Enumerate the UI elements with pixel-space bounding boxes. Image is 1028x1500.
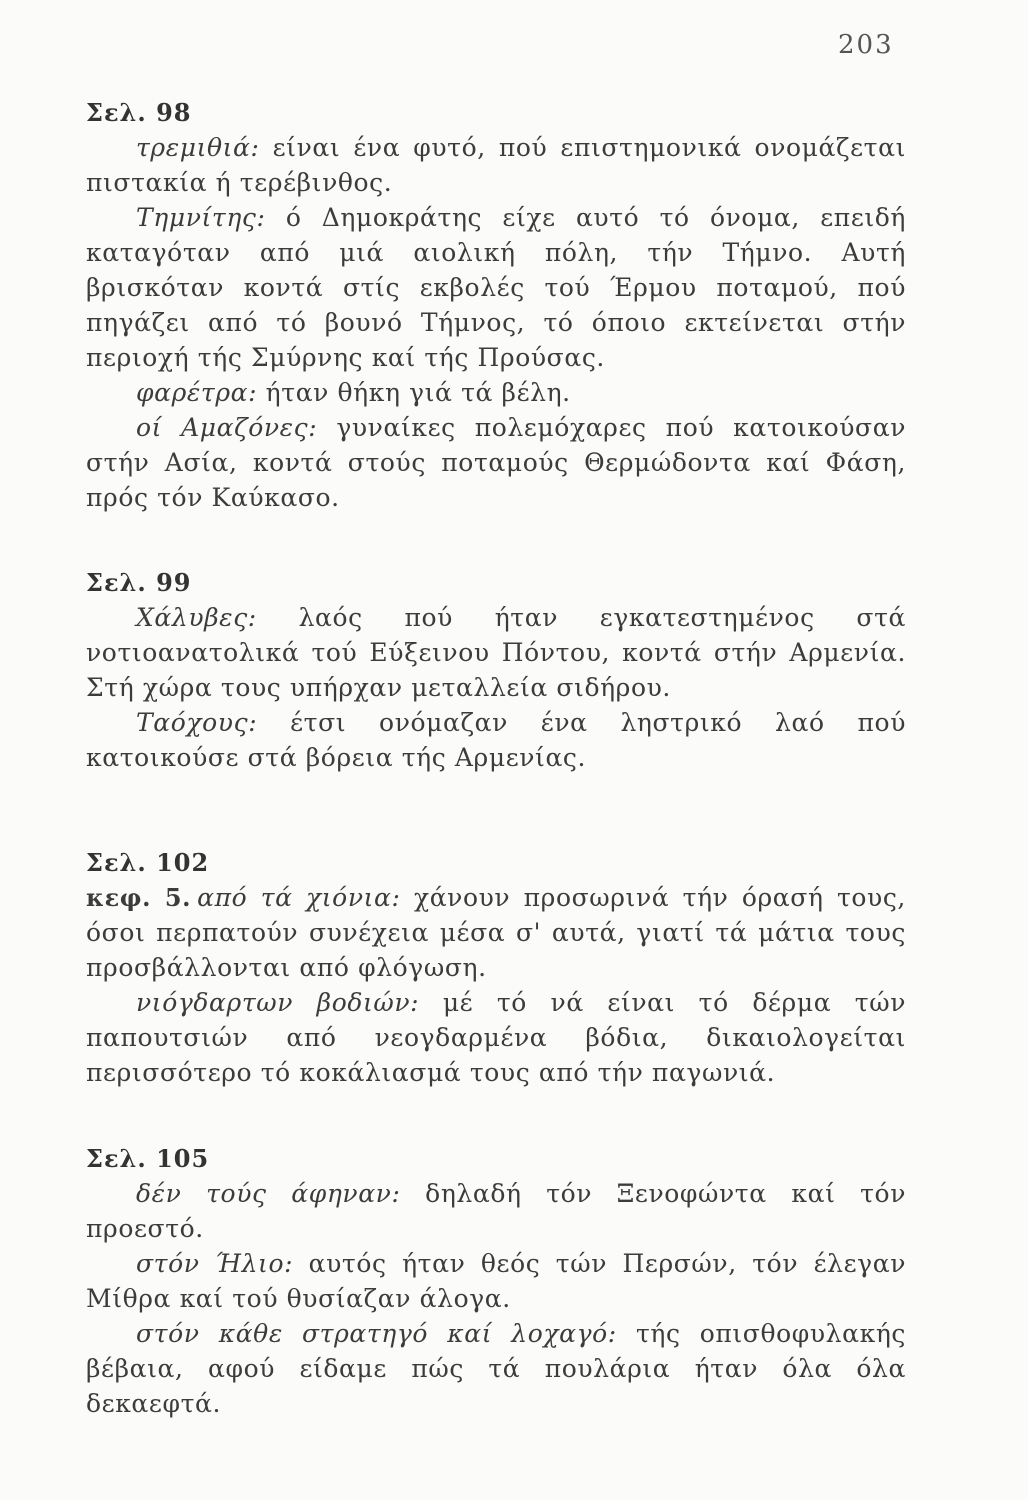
glossary-entry (86, 130, 906, 200)
entry-text: δηλαδή τόν Ξενοφώντα καί τόν προεστό. (86, 1179, 906, 1243)
glossary-entry (86, 1176, 906, 1246)
glossary-entry (86, 600, 906, 705)
glossary-entry (86, 1246, 906, 1316)
section-102 (86, 846, 906, 1090)
chapter-label: κεφ. 5. (86, 883, 192, 912)
entry-text: είναι ένα φυτό, πού επιστημονικά ονομάζεται πιστακία ή τερέβινθος. (86, 133, 906, 197)
entry-text: χάνουν προσωρινά τήν όρασή τους, όσοι περπατούν συνέχεια μέσα σ' αυτά, γιατί τά μάτια τους προσβάλλονται από φλόγωση. (86, 883, 906, 982)
section-heading: Σελ. 98 (86, 98, 192, 127)
section-heading: Σελ. 105 (86, 1144, 210, 1173)
glossary-entry (86, 880, 906, 985)
entry-text: λαός πού ήταν εγκατεστημένος στά νοτιοανατολικά τού Εύξεινου Πόντου, κοντά στήν Αρμενία. Στή χώρα τους υπήρχαν μεταλλεία σιδήρου. (86, 603, 906, 702)
section-105 (86, 1142, 906, 1421)
glossary-entry (86, 410, 906, 515)
entry-term: Τημνίτης: (136, 203, 266, 232)
glossary-entry (86, 985, 906, 1090)
page-number: 203 (838, 30, 894, 60)
entry-text: μέ τό νά είναι τό δέρμα τών παπουτσιών από νεογδαρμένα βόδια, δικαιολογείται περισσότερο τό κοκάλιασμά τους από τήν παγωνιά. (86, 988, 906, 1087)
glossary-entry (86, 1316, 906, 1421)
entry-text: αυτός ήταν θεός τών Περσών, τόν έλεγαν Μίθρα καί τού θυσίαζαν άλογα. (86, 1249, 906, 1313)
entry-text: τής οπισθοφυλακής βέβαια, αφού είδαμε πώς τά πουλάρια ήταν όλα όλα δεκαεφτά. (86, 1319, 906, 1418)
section-heading: Σελ. 99 (86, 568, 192, 597)
glossary-entry (86, 705, 906, 775)
entry-text: ήταν θήκη γιά τά βέλη. (257, 378, 571, 407)
entry-term: στόν Ήλιο: (136, 1249, 294, 1278)
entry-term: στόν κάθε στρατηγό καί λοχαγό: (136, 1319, 617, 1348)
entry-term: δέν τούς άφηναν: (136, 1179, 401, 1208)
entry-term: τρεμιθιά: (136, 133, 260, 162)
glossary-entry (86, 375, 906, 410)
entry-term: από τά χιόνια: (197, 883, 401, 912)
entry-term: φαρέτρα: (136, 378, 258, 407)
entry-term: Χάλυβες: (136, 603, 257, 632)
entry-text: έτσι ονόμαζαν ένα ληστρικό λαό πού κατοικούσε στά βόρεια τής Αρμενίας. (86, 708, 906, 772)
entry-term: νιόγδαρτων βοδιών: (136, 988, 420, 1017)
entry-term: οί Αμαζόνες: (136, 413, 318, 442)
entry-text: γυναίκες πολεμόχαρες πού κατοικούσαν στήν Ασία, κοντά στούς ποταμούς Θερμώδοντα καί Φάση, πρός τόν Καύκασο. (86, 413, 906, 512)
entry-text: ό Δημοκράτης είχε αυτό τό όνομα, επειδή καταγόταν από μιά αιολική πόλη, τήν Τήμνο. Αυτή βρισκόταν κοντά στίς εκβολές τού Έρμου ποταμού, πού πηγάζει από τό βουνό Τήμνος, τό όποιο εκτείνεται στήν περιοχή τής Σμύρνης καί τής Προύσας. (86, 203, 906, 372)
section-98 (86, 96, 906, 515)
section-99 (86, 566, 906, 775)
entry-term: Ταόχους: (136, 708, 258, 737)
glossary-entry (86, 200, 906, 375)
section-heading: Σελ. 102 (86, 848, 210, 877)
